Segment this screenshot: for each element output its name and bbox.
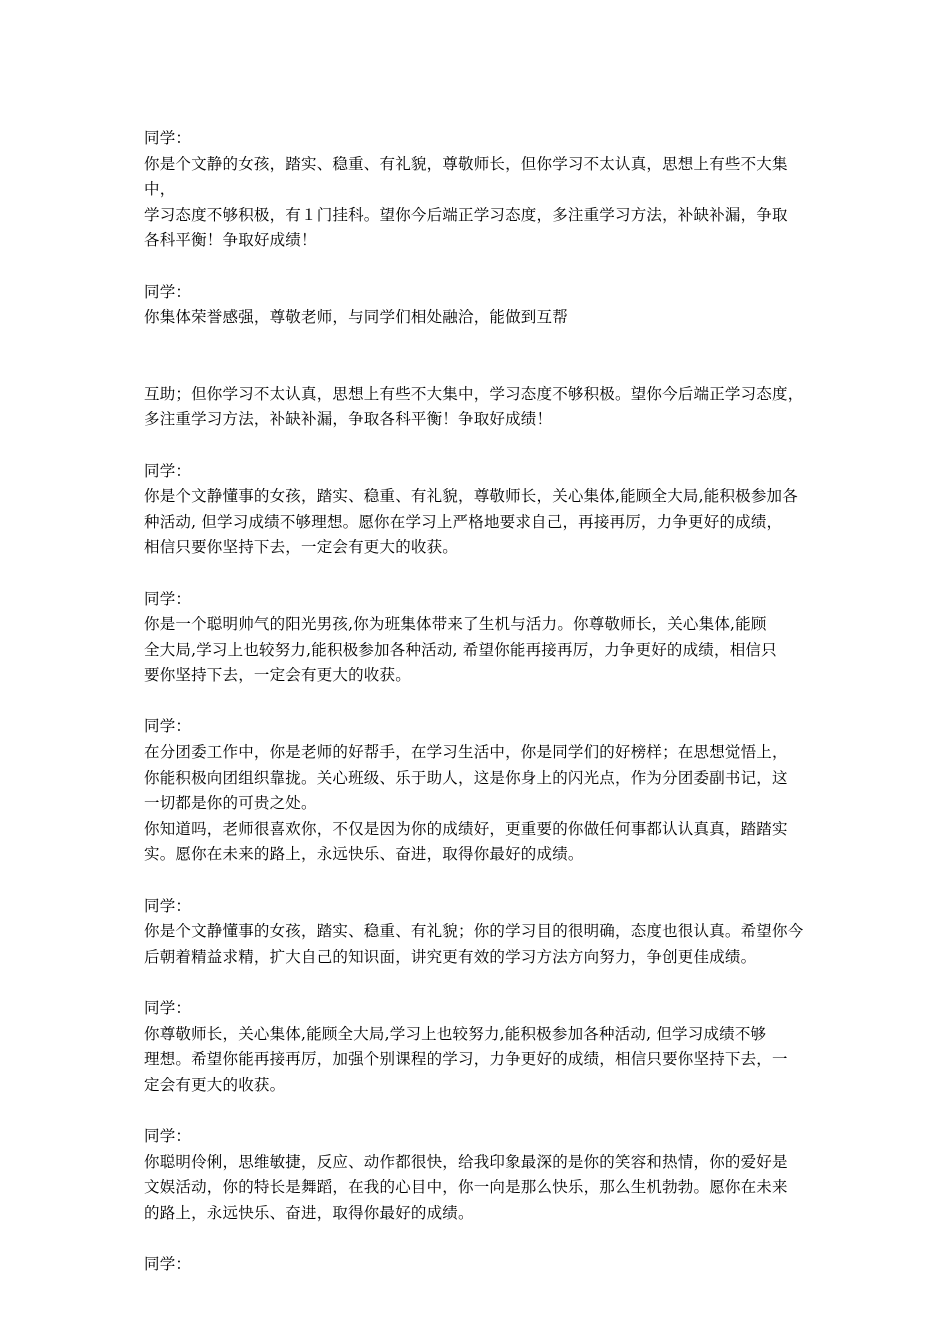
salutation: 同学： (144, 1254, 192, 1273)
salutation: 同学： (144, 129, 192, 147)
salutation: 同学： (144, 1126, 192, 1145)
comment-line: 多注重学习方法，补缺补漏，争取各科平衡！争取好成绩！ (144, 410, 553, 429)
comment-line: 你能积极向团组织靠拢。关心班级、乐于助人，这是你身上的闪光点，作为分团委副书记，这 (144, 768, 788, 787)
comment-line: 你是个文静的女孩，踏实、稳重、有礼貌，尊敬师长，但你学习不太认真，思想上有些不大集中， (144, 154, 788, 199)
salutation: 同学： (144, 999, 192, 1017)
comment-line: 你是个文静懂事的女孩，踏实、稳重、有礼貌；你的学习目的很明确，态度也很认真。希望你今 (144, 922, 804, 941)
comment-line: 的路上，永远快乐、奋进，取得你最好的成绩。 (144, 1203, 474, 1222)
comment-block-5 (144, 587, 814, 689)
comment-line: 要你坚持下去，一定会有更大的收获。 (144, 666, 411, 685)
comment-line: 你尊敬师长，关心集体,能顾全大局,学习上也较努力,能积极参加各种活动, 但学习成绩不够 (144, 1024, 767, 1043)
comment-block-6 (144, 714, 814, 868)
comment-line: 全大局,学习上也较努力,能积极参加各种活动, 希望你能再接再厉，力争更好的成绩，相信只 (144, 640, 777, 659)
comment-line: 你知道吗，老师很喜欢你，不仅是因为你的成绩好，更重要的你做任何事都认认真真，踏踏实 (144, 819, 788, 838)
comment-block-4 (144, 459, 814, 561)
comment-line: 你是个文静懂事的女孩，踏实、稳重、有礼貌，尊敬师长，关心集体,能顾全大局,能积极参加各 (144, 487, 798, 506)
comment-block-9 (144, 1124, 814, 1226)
comment-line: 在分团委工作中，你是老师的好帮手，在学习生活中，你是同学们的好榜样；在思想觉悟上， (144, 743, 788, 762)
salutation: 同学： (144, 896, 192, 915)
comment-line: 你聪明伶俐，思维敏捷，反应、动作都很快，给我印象最深的是你的笑容和热情，你的爱好是 (144, 1152, 788, 1171)
comment-line: 相信只要你坚持下去，一定会有更大的收获。 (144, 538, 459, 557)
salutation: 同学： (144, 589, 192, 608)
salutation: 同学： (144, 282, 192, 301)
comment-line: 文娱活动，你的特长是舞蹈，在我的心目中，你一向是那么快乐，那么生机勃勃。愿你在未来 (144, 1178, 788, 1197)
comment-block-7 (144, 894, 814, 971)
document-page (144, 126, 814, 1303)
comment-line: 学习态度不够积极，有１门挂科。望你今后端正学习态度，多注重学习方法，补缺补漏，争取 (144, 205, 788, 224)
comment-line: 理想。希望你能再接再厉，加强个别课程的学习，力争更好的成绩，相信只要你坚持下去，一 (144, 1050, 788, 1069)
comment-block-8 (144, 996, 814, 1098)
comment-line: 实。愿你在未来的路上，永远快乐、奋进，取得你最好的成绩。 (144, 845, 584, 864)
comment-line: 你集体荣誉感强，尊敬老师，与同学们相处融洽，能做到互帮 (144, 308, 568, 327)
comment-line: 种活动, 但学习成绩不够理想。愿你在学习上严格地要求自己，再接再厉，力争更好的成绩， (144, 512, 783, 531)
comment-line: 一切都是你的可贵之处。 (144, 794, 317, 813)
comment-line: 定会有更大的收获。 (144, 1075, 286, 1094)
comment-line: 各科平衡！争取好成绩！ (144, 231, 317, 250)
comment-block-10 (144, 1252, 814, 1278)
comment-block-2 (144, 280, 814, 331)
comment-line: 互助；但你学习不太认真，思想上有些不大集中，学习态度不够积极。望你今后端正学习态度， (144, 384, 804, 403)
comment-line: 你是一个聪明帅气的阳光男孩,你为班集体带来了生机与活力。你尊敬师长，关心集体,能顾 (144, 615, 767, 634)
comment-block-1 (144, 126, 814, 254)
salutation: 同学： (144, 461, 192, 480)
salutation: 同学： (144, 717, 192, 736)
comment-line: 后朝着精益求精，扩大自己的知识面，讲究更有效的学习方法方向努力，争创更佳成绩。 (144, 947, 757, 966)
comment-block-3 (144, 382, 814, 433)
paragraph-gap (144, 331, 814, 382)
